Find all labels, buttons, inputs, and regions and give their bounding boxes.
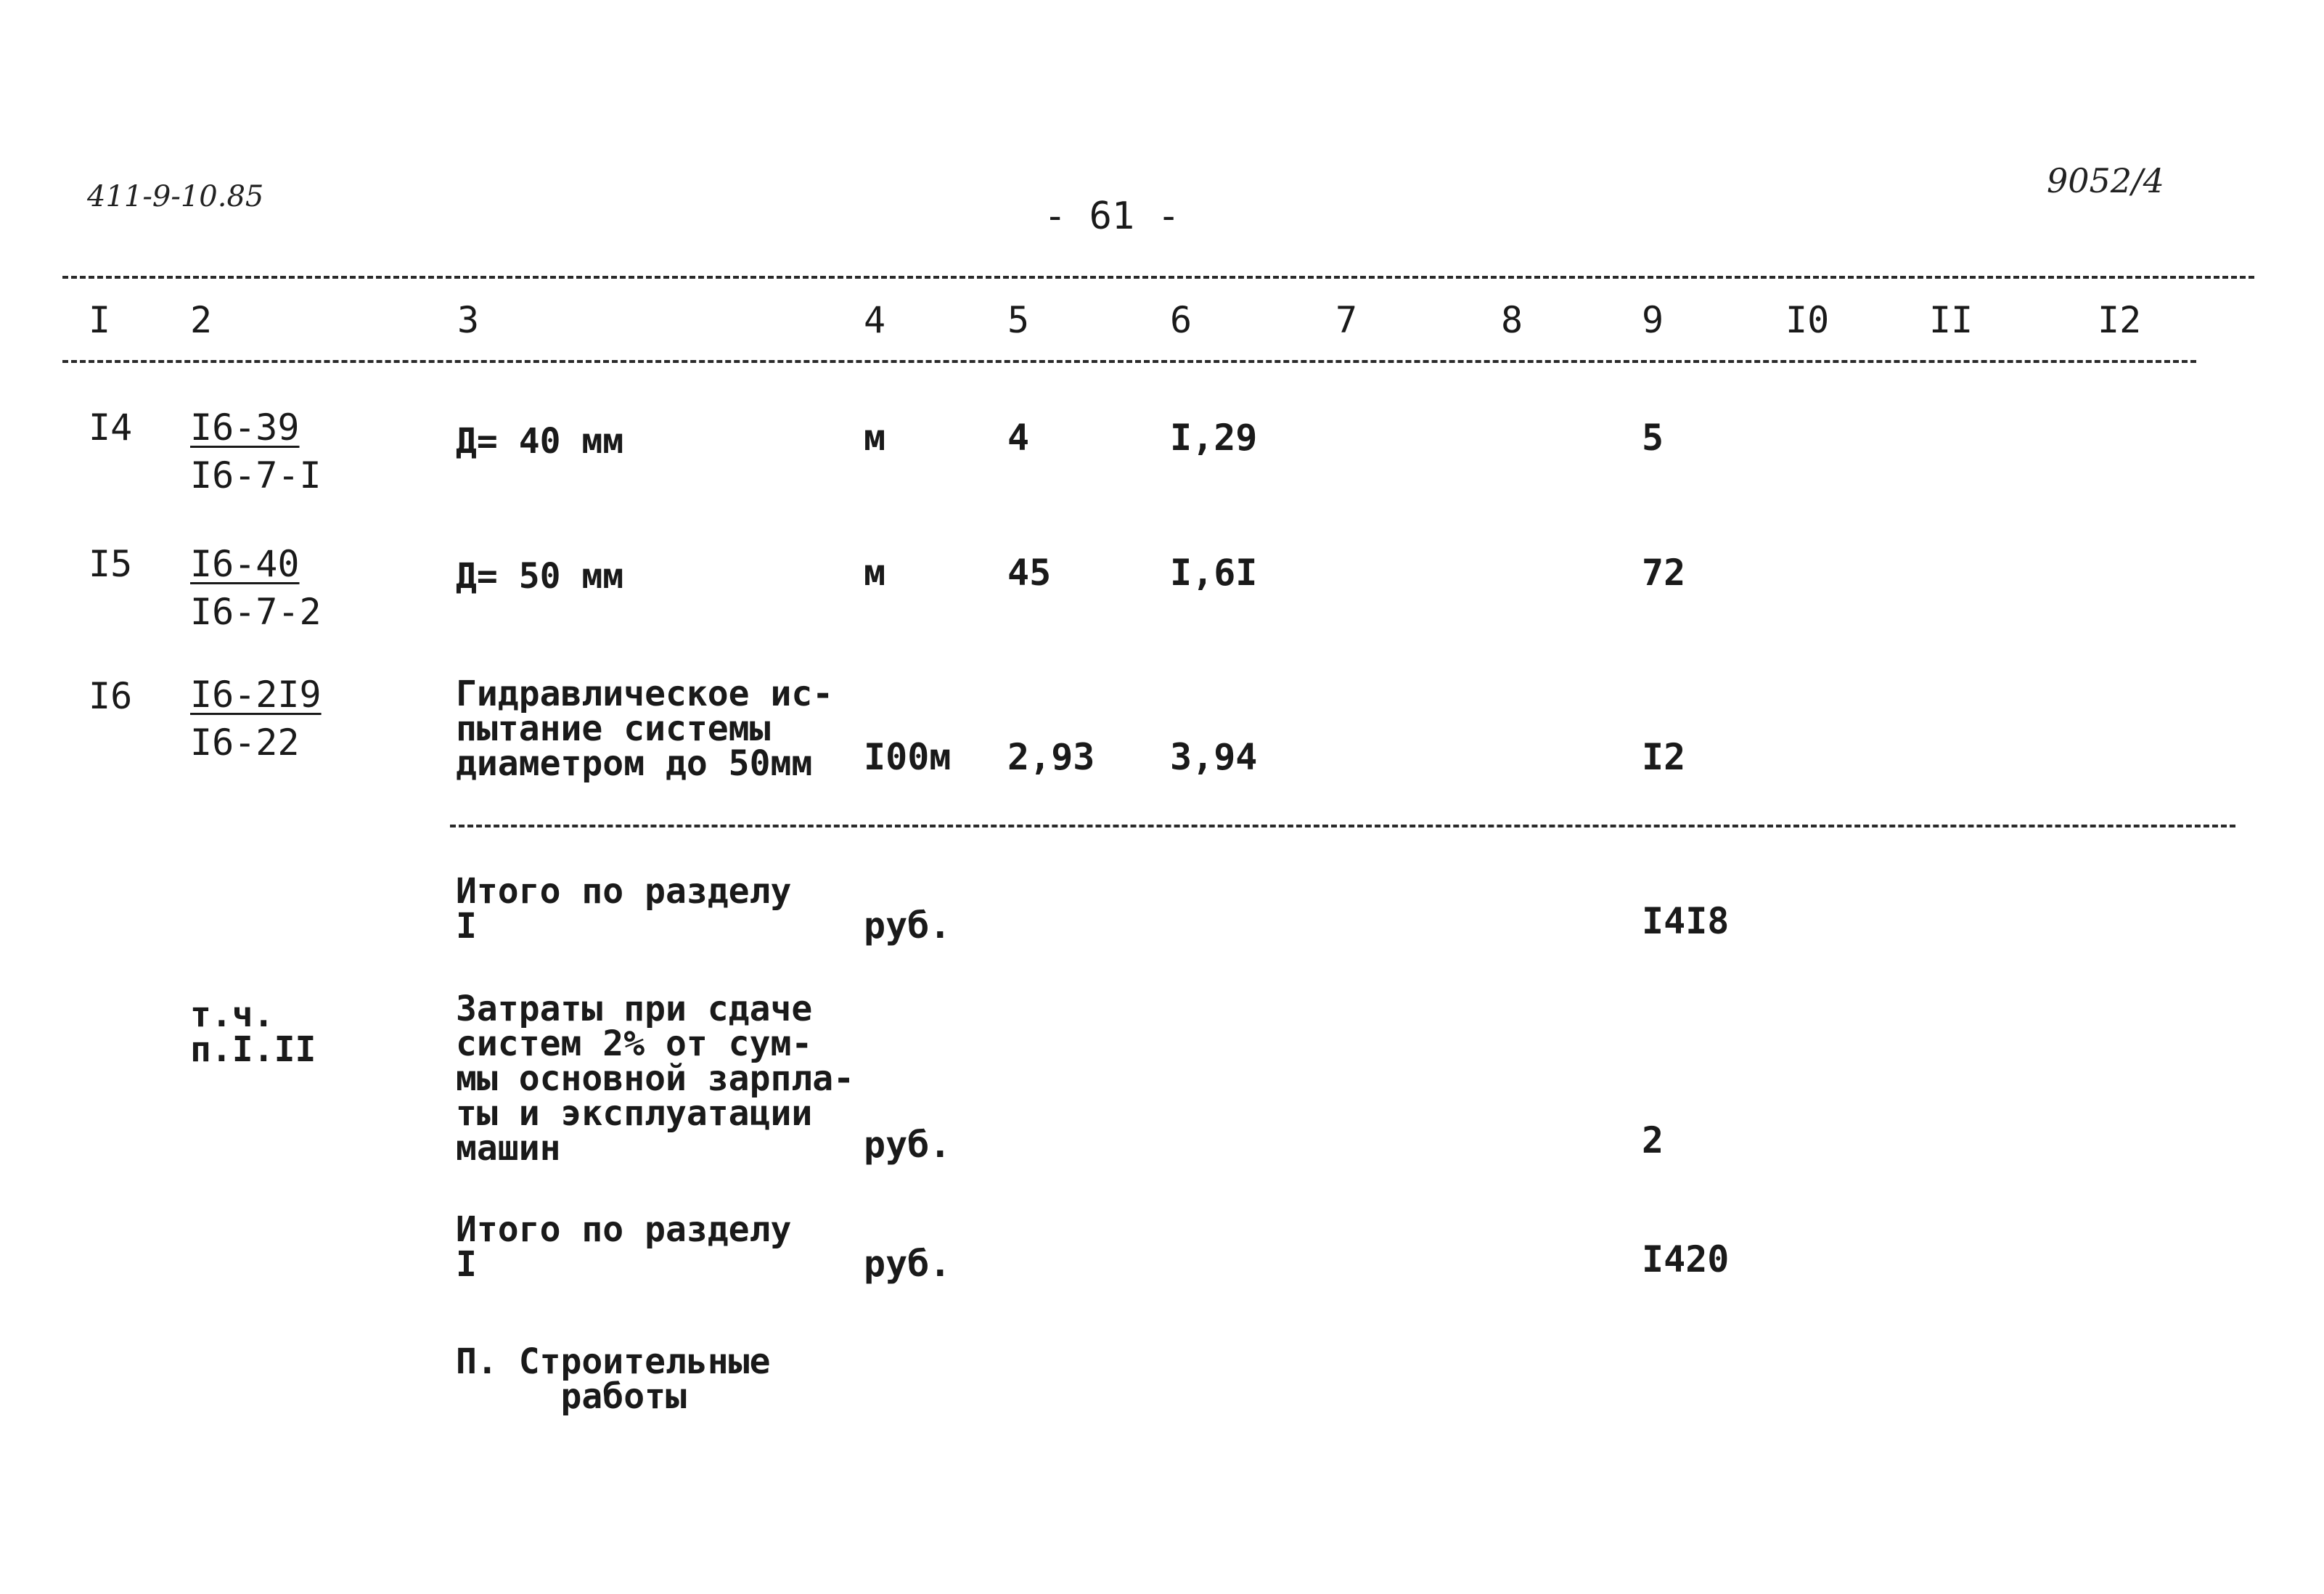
- summary-description: Итого по разделу I: [456, 871, 792, 947]
- col-header-6: 6: [1170, 299, 1192, 341]
- document-code: 411-9-10.85: [87, 180, 264, 213]
- summary-unit: руб.: [864, 904, 952, 947]
- section-heading: П. Строительные работы: [456, 1341, 771, 1417]
- col-header-4: 4: [864, 299, 886, 341]
- col-header-10: I0: [1785, 299, 1830, 341]
- row-number: I5: [89, 543, 133, 585]
- col-header-2: 2: [190, 299, 213, 341]
- summary-unit: руб.: [864, 1243, 952, 1285]
- row-total: 72: [1642, 552, 1686, 594]
- row-code: [190, 671, 322, 767]
- row-price: 3,94: [1170, 736, 1258, 778]
- row-unit: м: [864, 552, 886, 594]
- code-bottom: I6-7-I: [190, 454, 322, 496]
- header-top-rule: [62, 276, 2254, 279]
- col-header-3: 3: [457, 299, 480, 341]
- summary-description: Итого по разделу I: [456, 1209, 792, 1285]
- code-bottom: I6-7-2: [190, 591, 322, 633]
- col-header-5: 5: [1007, 299, 1030, 341]
- col-header-1: I: [89, 299, 111, 341]
- row-price: I,29: [1170, 417, 1258, 459]
- code-top: I6-40: [190, 543, 300, 585]
- summary-total: I4I8: [1642, 900, 1730, 942]
- row-unit: I00м: [864, 736, 952, 778]
- row-description: Д= 40 мм: [456, 421, 624, 462]
- summary-code: т.ч. п.I.II: [190, 994, 316, 1070]
- code-top: I6-2I9: [190, 674, 322, 716]
- row-unit: м: [864, 417, 886, 459]
- row-quantity: 4: [1007, 417, 1030, 459]
- sheet-mark: 9052/4: [2047, 161, 2164, 200]
- summary-unit: руб.: [864, 1124, 952, 1166]
- col-header-12: I2: [2098, 299, 2142, 341]
- row-price: I,6I: [1170, 552, 1258, 594]
- row-description: Гидравлическое ис- пытание системы диаметром до 50мм: [456, 674, 834, 784]
- section-rule: [450, 825, 2235, 827]
- code-bottom: I6-22: [190, 722, 300, 764]
- col-header-7: 7: [1335, 299, 1358, 341]
- page-number: - 61 -: [1044, 195, 1180, 238]
- summary-total: 2: [1642, 1119, 1664, 1161]
- summary-total: I420: [1642, 1238, 1730, 1280]
- summary-description: Затраты при сдаче систем 2% от сум- мы основной зарпла- ты и эксплуатации машин: [456, 989, 855, 1169]
- row-number: I6: [89, 675, 133, 717]
- code-top: I6-39: [190, 406, 300, 449]
- row-total: I2: [1642, 736, 1686, 778]
- col-header-11: II: [1929, 299, 1973, 341]
- col-header-8: 8: [1501, 299, 1523, 341]
- row-quantity: 2,93: [1007, 736, 1095, 778]
- row-code: [190, 404, 322, 499]
- header-bottom-rule: [62, 360, 2196, 363]
- row-code: [190, 540, 322, 636]
- row-number: I4: [89, 406, 133, 449]
- row-description: Д= 50 мм: [456, 556, 624, 597]
- row-total: 5: [1642, 417, 1664, 459]
- row-quantity: 45: [1007, 552, 1052, 594]
- col-header-9: 9: [1642, 299, 1664, 341]
